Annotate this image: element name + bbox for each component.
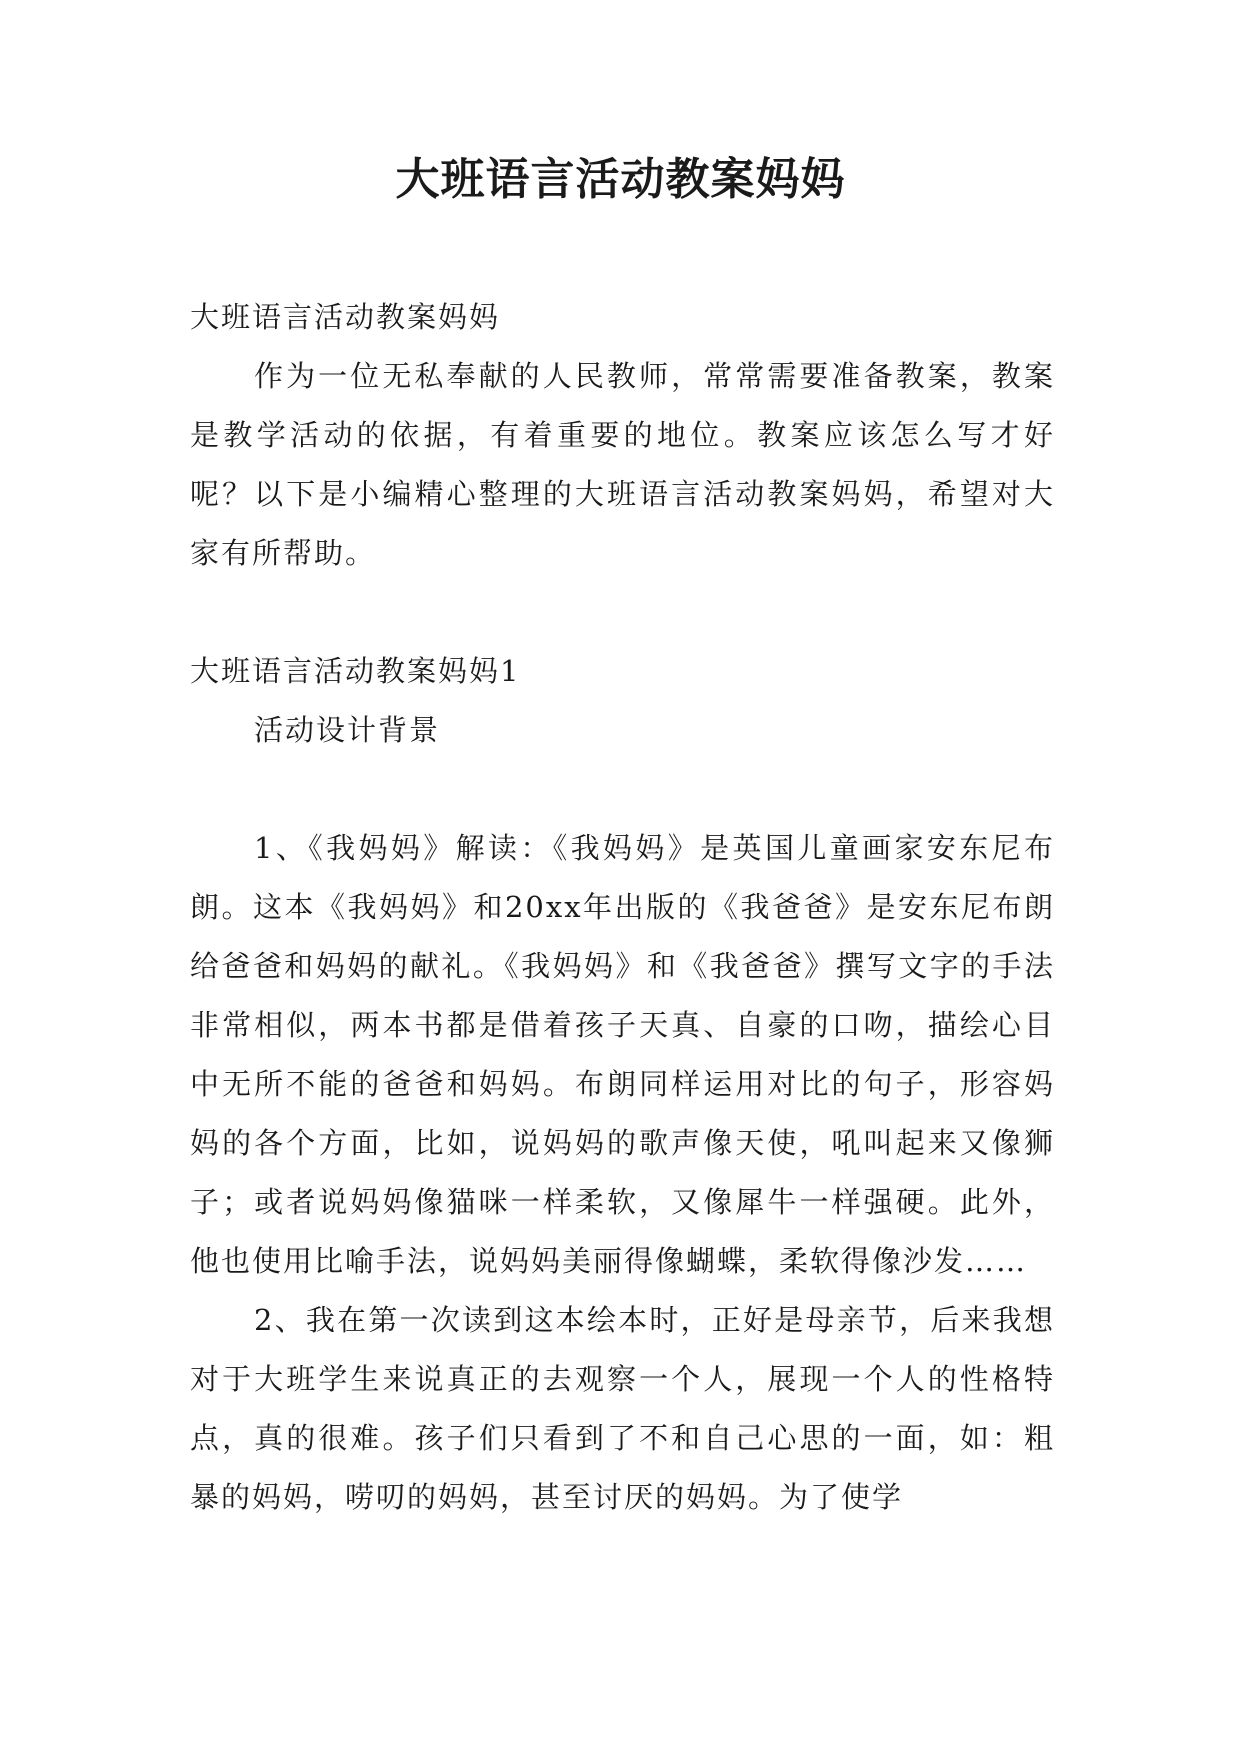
spacer xyxy=(190,583,1055,642)
body-paragraph-2: 2、我在第一次读到这本绘本时，正好是母亲节，后来我想对于大班学生来说真正的去观察一个人，展现一个人的性格特点，真的很难。孩子们只看到了不和自己心思的一面，如：粗暴的妈妈，唠叨的妈妈，甚至讨厌的妈妈。为了使学 xyxy=(190,1303,1055,1514)
document-body xyxy=(190,288,1055,1527)
spacer xyxy=(190,760,1055,819)
section-subheading: 活动设计背景 xyxy=(254,713,441,747)
section-heading: 大班语言活动教案妈妈1 xyxy=(190,654,521,688)
body-paragraph-1: 1、《我妈妈》解读：《我妈妈》是英国儿童画家安东尼布朗。这本《我妈妈》和20xx年出版的《我爸爸》是安东尼布朗给爸爸和妈妈的献礼。《我妈妈》和《我爸爸》撰写文字的手法非常相似，两本书都是借着孩子天真、自豪的口吻，描绘心目中无所不能的爸爸和妈妈。布朗同样运用对比的句子，形容妈妈的各个方面，比如，说妈妈的歌声像天使，吼叫起来又像狮子；或者说妈妈像猫咪一样柔软，又像犀牛一样强硬。此外，他也使用比喻手法，说妈妈美丽得像蝴蝶，柔软得像沙发…… xyxy=(190,831,1055,1278)
document-title: 大班语言活动教案妈妈 xyxy=(395,154,846,205)
intro-paragraph: 作为一位无私奉献的人民教师，常常需要准备教案，教案是教学活动的依据，有着重要的地位。教案应该怎么写才好呢？以下是小编精心整理的大班语言活动教案妈妈，希望对大家有所帮助。 xyxy=(190,359,1055,570)
document-subtitle: 大班语言活动教案妈妈 xyxy=(190,300,501,334)
